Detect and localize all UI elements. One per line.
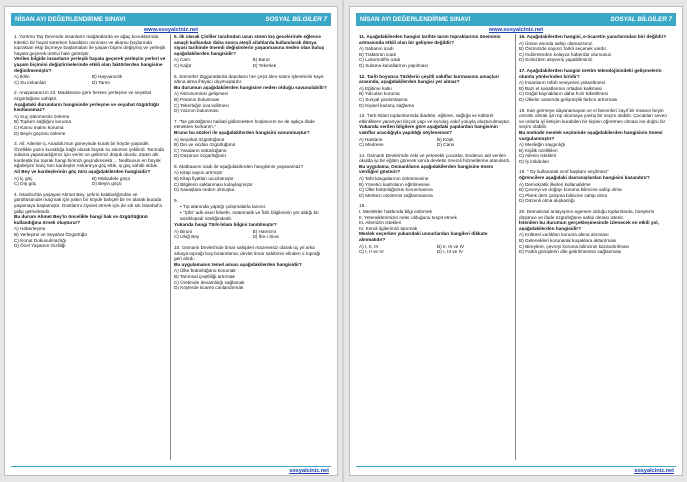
question-text: 10. Osmanlı Devleti'nde timar sahipleri mazeretsiz olarak üç yıl arka arkaya toprağı boş bırakırlarsa; devlet timar sahibinin elinden o toprağı geri alırdı. bbox=[174, 245, 321, 262]
answer-option[interactable]: B) Hayvancılık bbox=[92, 74, 123, 80]
question-block bbox=[174, 164, 328, 193]
question-block bbox=[359, 113, 512, 148]
answer-option[interactable]: A) Suç işlenmesini önleme bbox=[14, 113, 70, 119]
question-block bbox=[174, 198, 328, 240]
answer-option[interactable]: D) Yazının bulunması bbox=[174, 108, 219, 114]
answer-option[interactable]: C) Dış göç bbox=[14, 181, 37, 187]
answer-options bbox=[14, 176, 167, 187]
answer-options bbox=[359, 244, 512, 255]
question-text: 2. Anayasamızın 23. Maddesine göre herkes yerleşme ve seyahat özgürlüğüne sahiptir. bbox=[14, 90, 152, 101]
answer-option[interactable]: A) Kültürel varlıkları koruma altına alınması bbox=[519, 232, 609, 238]
question-text: 9. bbox=[174, 197, 178, 203]
bullet-item: • Tıp alanında yaptığı çalışmalarla tanınır. bbox=[180, 204, 267, 210]
question-text: 18. Kan görmeye dayanamayan ve el becerileri zayıf bir insanın beyin cerrahı olmak için tıp okumaya yanlış bir seçim olabilir. Çocukları seven ve onlarla iyi iletişim kurabilen bir kişinin öğretmen olması ise doğru bir seçim olabilir. bbox=[519, 107, 667, 130]
answer-options bbox=[14, 74, 167, 85]
question-stem: öğrencilere aşağıdaki davranışlardan hangisini kazandırır? bbox=[519, 175, 650, 181]
question-stem: Ali Bey ve kardeşlerinin göç türü aşağıdakilerden hangisidir? bbox=[14, 169, 151, 175]
answer-option[interactable]: B) Din ve vicdan özgürlüğünü bbox=[174, 142, 236, 148]
answer-option[interactable]: C) Ailenin istekleri bbox=[519, 153, 557, 159]
question-block bbox=[174, 245, 328, 291]
answer-options bbox=[14, 226, 167, 248]
answer-option[interactable]: C) Bilgilerin saklanması kolaylaşmıştır bbox=[174, 181, 253, 187]
answer-option[interactable]: D) Düzenli olma alışkanlığı bbox=[519, 198, 575, 204]
answer-option[interactable]: B) Kişilik özellikleri bbox=[519, 147, 558, 153]
answer-option[interactable]: C) Doğal kaynakların daha hızlı tüketilmesi bbox=[519, 91, 608, 97]
right-column bbox=[171, 34, 331, 460]
site-link[interactable]: www.sosyalciniz.net bbox=[488, 27, 544, 33]
answer-option[interactable]: D) Merkezi otoritenin sağlanmasına bbox=[359, 192, 433, 198]
question-text: 19. " Oy kullanarak sınıf başkanı seçilmesi" bbox=[519, 169, 609, 175]
answer-option[interactable]: A) Haberleşme bbox=[14, 226, 46, 232]
question-stem: 5. ilk olarak Çinliler tarafından uzun süren kış gecelerinde eğlence amaçlı kullanılan daha sonra ateşli silahlarda kullanılarak dünya siyasi tarihinde önemli değişimlerin yaşanmasına neden olan buluş aşağıdakilerden hangisidir? bbox=[174, 34, 325, 56]
answer-option[interactable]: A) Ürüne anında sahip olamazsınız. bbox=[519, 40, 594, 46]
exam-page-2 bbox=[349, 6, 683, 476]
question-block bbox=[14, 90, 167, 136]
left-column bbox=[356, 34, 516, 460]
answer-option[interactable]: C) Bireylere, çevreyi koruma bilincinin kazandırılması bbox=[519, 243, 630, 249]
question-stem: İstenilen bu durumun gerçekleşmesinde izlenecek en etkili yol, aşağıdakilerden hangisidir? bbox=[519, 220, 659, 231]
answer-option[interactable]: C) Yasaların üstünlüğünü bbox=[174, 147, 227, 153]
question-stem: Bruno bu sözleri ile aşağıdakilerden hangisini savunmuştur? bbox=[174, 129, 310, 135]
answer-option[interactable]: C) Tekerleğin icat edilmesi bbox=[174, 102, 229, 108]
answer-option[interactable]: A) Ülke bütünlüğünü korumak bbox=[174, 268, 236, 274]
question-block bbox=[14, 192, 167, 249]
right-column bbox=[516, 34, 676, 460]
answer-option[interactable]: D) Evinizden alışveriş yapabilirsiniz. bbox=[519, 57, 594, 63]
answer-option[interactable]: A) İnsanların refah seviyesini yükseltmesi bbox=[519, 80, 605, 86]
question-text: 8. Matbaanın icadı ile aşağıdakilerden hangisinin yaşanamaz? bbox=[174, 163, 304, 169]
answer-option[interactable]: D) İş imkânları bbox=[519, 158, 550, 164]
answer-options bbox=[519, 142, 673, 164]
bullet-item: • "Şifa" adlı eseri felsefe, matematik ve fizik bilgilerinin yer aldığı bir ansiklopedi niteliğindedir. bbox=[180, 210, 319, 221]
answer-option[interactable]: D) Düşünce özgürlüğünü bbox=[174, 153, 226, 159]
question-stem: Yukarıda hangi Türk-İslam bilgini tanıtılmıştır? bbox=[174, 222, 277, 228]
question-stem: Bu durumun aşağıdakilerden hangisine neden olduğu savunulabilir? bbox=[174, 84, 327, 90]
answer-option[interactable]: B) Yerleşme ve Seyahat Özgürlüğü bbox=[14, 232, 87, 237]
answer-option[interactable]: D) İbn-i Sina bbox=[252, 234, 279, 240]
question-block bbox=[14, 34, 167, 85]
answer-option[interactable]: A) Kitap sayısı artmıştır bbox=[174, 170, 223, 176]
answer-option[interactable]: B) Traktörün icadı bbox=[359, 51, 396, 57]
answer-option[interactable]: B) Paranın bulunması bbox=[174, 96, 220, 102]
exam-title: NİSAN AYI DEĞERLENDİRME SINAVI bbox=[360, 16, 471, 23]
question-block bbox=[519, 68, 673, 103]
question-block bbox=[14, 141, 167, 187]
question-block bbox=[174, 74, 328, 114]
answer-options bbox=[174, 57, 328, 68]
answer-option[interactable]: D) Kişisel kazanç sağlama bbox=[359, 102, 414, 108]
answer-option[interactable]: B) Çevreyi ve doğayı koruma bilincine sahip olma bbox=[519, 187, 622, 193]
answer-options bbox=[359, 176, 512, 198]
footer-link[interactable]: sosyalciniz.net bbox=[634, 468, 674, 474]
question-text: 3. Ali: Ailemle iç Anadolu'nun güneyinde kurak bir köyde yaşardık. Özellikle yazın kuraklığa bağlı olarak büyük su sıkıntısı çekilirdi. Tarımda sulama yapamadığımız için verim ve gelirimiz düşük olurdu. Zaten altı kardeştik bu toprak hangi birimizi geçindirecekti.... Nedbunun en büyük ağabeyim hariç tüm kardeşler Ankara'ya göç ettik, iş güç sahibi olduk. bbox=[14, 141, 164, 169]
answer-option[interactable]: D) Tarım bbox=[92, 79, 110, 85]
page-header bbox=[356, 13, 676, 26]
question-stem: Yukarıda verilen bilgilere göre aşağıdaki yapılardan hangisinin vakıflar aracılığıyla yapıldığı söylenemez? bbox=[359, 124, 498, 135]
exam-title: NİSAN AYI DEĞERLENDİRME SINAVI bbox=[15, 16, 126, 23]
answer-option[interactable]: D) Beyin göçü bbox=[92, 181, 122, 187]
exam-page-1 bbox=[4, 6, 338, 476]
question-block bbox=[174, 34, 328, 69]
answer-option[interactable]: A) Mesleğin saygınlığı bbox=[519, 142, 566, 148]
answer-option[interactable]: A) İklim bbox=[14, 74, 30, 80]
answer-options bbox=[174, 229, 328, 240]
left-column bbox=[11, 34, 171, 460]
answer-option[interactable]: A) Eğitime katkı bbox=[359, 85, 392, 91]
question-block bbox=[519, 169, 673, 204]
answer-option[interactable]: B) Kitap fiyatları ucuzlamıştır bbox=[174, 176, 234, 182]
answer-options bbox=[14, 114, 167, 136]
answer-option[interactable]: C) Kamu malını koruma bbox=[14, 124, 64, 130]
answer-option[interactable]: D) Ülkeler arasında gelişmişlik farkını arttırması bbox=[519, 96, 618, 102]
answer-option[interactable]: B) Köşk bbox=[437, 136, 454, 142]
question-text: 14. Osmanlı Devleti'nde zeki ve yetenekli çocuklar, Enderun adı verilen okulda iyi bir eğitim görerek sonra devletin önemli hizmetlerine atanılardı. bbox=[359, 152, 511, 164]
answer-option[interactable]: D) Savaşlara neden olmuştur. bbox=[174, 187, 236, 193]
answer-option[interactable]: A) Biruni bbox=[174, 228, 192, 234]
question-text: 15. I. Meslekler hakkında bilgi edinmek II. Yeteneklerimizin neler olduğunu tespit etmek III. Ailemizin istekleri IV. Kendi ilgilerimizi tanımak bbox=[359, 203, 457, 231]
answer-option[interactable]: A) Seyahat özgürlüğünü bbox=[174, 136, 225, 142]
question-text: 4. İstanbul'da yaşayan Ahmet Bey, şehrin kalabalığından ve gürültüsünden kaçmak için yakın bir köyde bahçeli bir ev alarak burada yaşamaya başlamıştır. Dostlarını ziyaret etmek için de sık sık İstanbul'a gidip gelmektedir. bbox=[14, 191, 162, 214]
question-text: 13. Türk-İslam toplumlarında ibadete, eğitime, sağlığa ve kültürel etkinliklere yararıyan birçok yapı ve kuruluş vakıf yoluyla oluşturulmuştur. bbox=[359, 113, 511, 124]
answer-option[interactable]: A) Demokratik ilkeleri kullanabilme bbox=[519, 181, 591, 187]
answer-option[interactable]: B) Mübadele göçü bbox=[92, 175, 131, 181]
page-gap bbox=[342, 0, 344, 482]
answer-option[interactable]: C) Sosyal yardımlaşma bbox=[359, 96, 408, 102]
answer-option[interactable]: B) Önünüzde sayısız farklı seçenek vardır. bbox=[519, 46, 608, 52]
question-stem: Bu durum Ahmet Bey'in öncelikle hangi hak ve özgürlüğünü kullandığına örnek oluşturur? bbox=[14, 214, 148, 225]
answer-option[interactable]: B) II, III ve IV bbox=[437, 243, 465, 249]
answer-option[interactable]: D) Özel Yaşamın Gizliliği bbox=[14, 243, 66, 249]
answer-option[interactable]: B) Bazı el sanatlarının ortadan kalkması bbox=[519, 85, 603, 91]
footer-link[interactable]: sosyalciniz.net bbox=[289, 468, 329, 474]
answer-option[interactable]: A) Cam bbox=[174, 57, 190, 63]
page-header bbox=[11, 13, 331, 26]
question-text: 7. "Ne gördüğümü haikati gidlemekten hoşlanırım ne de apkça ifade etmekten korkarım." bbox=[174, 118, 315, 130]
answer-option[interactable]: C) Kağıt bbox=[174, 62, 192, 68]
answer-option[interactable]: D) Beyin göçünü önleme bbox=[14, 130, 66, 136]
question-block bbox=[519, 34, 673, 63]
question-block bbox=[174, 119, 328, 159]
answer-option[interactable]: C) İndirimlerden kolayca haberdar olursunuz. bbox=[519, 51, 613, 57]
answer-option[interactable]: C) Ülke bütünlüğünün korunmasına bbox=[359, 187, 433, 193]
question-stem: Verilen bilgide insanların yerleşik hayata geçerek yerleşim yerleri ve yaşam biçimini değiştirmelerinde etkili olan faktörlerden hangisine değinilmemiştir? bbox=[14, 56, 166, 73]
answer-option[interactable]: D) I, III ve IV bbox=[437, 249, 464, 255]
answer-option[interactable]: D) Sulama kanallarının yapılması bbox=[359, 62, 429, 68]
answer-option[interactable]: B) Barut bbox=[252, 57, 270, 63]
answer-option[interactable]: D) Farklı görüşlerin dile getirilmesinin sağlanması bbox=[519, 249, 622, 255]
answer-option[interactable]: B) Yönetici kadroların eğitilmesine bbox=[359, 181, 430, 187]
answer-options bbox=[174, 268, 328, 290]
question-block bbox=[359, 34, 512, 69]
question-block bbox=[359, 153, 512, 199]
answer-options bbox=[359, 137, 512, 148]
footer-bar bbox=[356, 466, 676, 467]
site-link[interactable]: www.sosyalciniz.net bbox=[143, 27, 199, 33]
question-block bbox=[519, 108, 673, 165]
answer-options bbox=[174, 170, 328, 192]
answer-options bbox=[174, 137, 328, 159]
answer-option[interactable]: C) Üretimde devamlılığı sağlamak bbox=[174, 279, 245, 285]
answer-option[interactable]: C) Medrese bbox=[359, 142, 384, 148]
question-stem: Bu uygulama, Osmanlıların aşağıdakilerden hangisine önem verdiğini gösterir? bbox=[359, 163, 494, 175]
answer-option[interactable]: A) Sabanın icadı bbox=[359, 46, 394, 52]
answer-options bbox=[519, 232, 673, 254]
question-block bbox=[359, 203, 512, 254]
question-stem: 12. Tarih boyunca Türklerin çeşitli vakıflar kurmasının amaçları arasında, aşağıdakilerden hangisi yer almaz? bbox=[359, 73, 499, 85]
answer-option[interactable]: B) Gelenekleri korunarak kuşaklara aktarılması bbox=[519, 238, 617, 243]
footer-bar bbox=[11, 466, 331, 467]
answer-option[interactable]: B) Toplum sağlığını koruma bbox=[14, 119, 71, 125]
answer-options bbox=[359, 86, 512, 108]
answer-option[interactable]: C) Su imkanları bbox=[14, 79, 47, 85]
answer-option[interactable]: A) Hastane bbox=[359, 136, 383, 142]
answer-option[interactable]: A) İç göç bbox=[14, 175, 33, 181]
question-stem: Meslek seçerken yukarıdaki unsurlardan hangileri dikkate alınmalıdır? bbox=[359, 231, 488, 242]
answer-option[interactable]: A) Taht kavgalarının önlenmesine bbox=[359, 176, 429, 182]
question-stem: 16. Aşağıdakilerden hangisi, e-ticaretin yararlarından biri değildir? bbox=[519, 34, 667, 39]
question-block bbox=[519, 209, 673, 255]
answer-options bbox=[174, 91, 328, 113]
answer-option[interactable]: D) Köylerde ticareti canlandırmak bbox=[174, 285, 244, 291]
question-bullets bbox=[180, 204, 328, 221]
answer-option[interactable]: B) Harezmi bbox=[252, 228, 276, 234]
answer-options bbox=[519, 182, 673, 204]
question-stem: Bu metinde meslek seçiminde aşağıdakilerden hangisinin önemi vurgulanmıştır? bbox=[519, 129, 663, 141]
answer-options bbox=[519, 80, 673, 102]
question-text: 20. Demokrasi anlayışının egemen olduğu toplumlarda, bireylerin düşünce ve ifade özgürlüğüne sahip olması istenir. bbox=[519, 209, 655, 220]
answer-option[interactable]: D) Tekerlek bbox=[252, 62, 277, 68]
question-stem: Bu uygulamanın temel amacı aşağıdakilerden hangisidir? bbox=[174, 261, 302, 267]
answer-option[interactable]: C) I, II ve IV bbox=[359, 249, 384, 255]
question-stem: 17. Aşağıdakilerden hangisi üretim teknolojisindeki gelişmelerin olumlu yönlerinden biridir? bbox=[519, 67, 662, 79]
answer-option[interactable]: C) Konut Dokunulmazlığı bbox=[14, 237, 67, 243]
answer-option[interactable]: C) Plank ders çalışma bilincine sahip olma bbox=[519, 192, 608, 198]
answer-option[interactable]: D) Cami bbox=[437, 142, 455, 148]
exam-subject: SOSYAL BİLGİLER 7 bbox=[610, 16, 672, 23]
exam-subject: SOSYAL BİLGİLER 7 bbox=[265, 16, 327, 23]
question-text: 6. Sümerler Zigguratlarda depoların her çeşit alım-satım işlemlerini kayıt altına alma ihtiyacı duymuşlardır. bbox=[174, 73, 324, 85]
answer-option[interactable]: C) Uluğ Bey bbox=[174, 234, 200, 240]
answer-option[interactable]: C) Lokomotifin icadı bbox=[359, 57, 401, 63]
question-block bbox=[359, 74, 512, 109]
question-stem: Aşağıdaki durumların hangisinde yerleşme ve seyahat özgürlüğü kısıtlanamaz? bbox=[14, 101, 159, 113]
answer-option[interactable]: B) Yolcuları koruma bbox=[359, 91, 400, 97]
question-stem: 11. Aşağıdakilerden hangisi tarihte tarım topraklarının öneminin artmasında etkili olan bir gelişme değildir? bbox=[359, 34, 501, 45]
question-text: 1. Yontma Taş Devrinde insanların mağaralarda ve ağaç kovuklarında tüketici bir hayat sürerken havaların ısınması ve akarsu boylarında topraktan ekip biçmeye başlamaları ile yaşam biçimi değişmiş ve yerleşik hayata geçerek üretici hale gelmiştir. bbox=[14, 34, 166, 56]
answer-option[interactable]: B) Tarımsal çeşitliliği artırmak bbox=[174, 273, 235, 279]
answer-options bbox=[359, 46, 512, 68]
answer-option[interactable]: A) Astronominin gelişmesi bbox=[174, 91, 228, 97]
answer-option[interactable]: A) I, II, III bbox=[359, 243, 379, 249]
answer-options bbox=[519, 41, 673, 63]
